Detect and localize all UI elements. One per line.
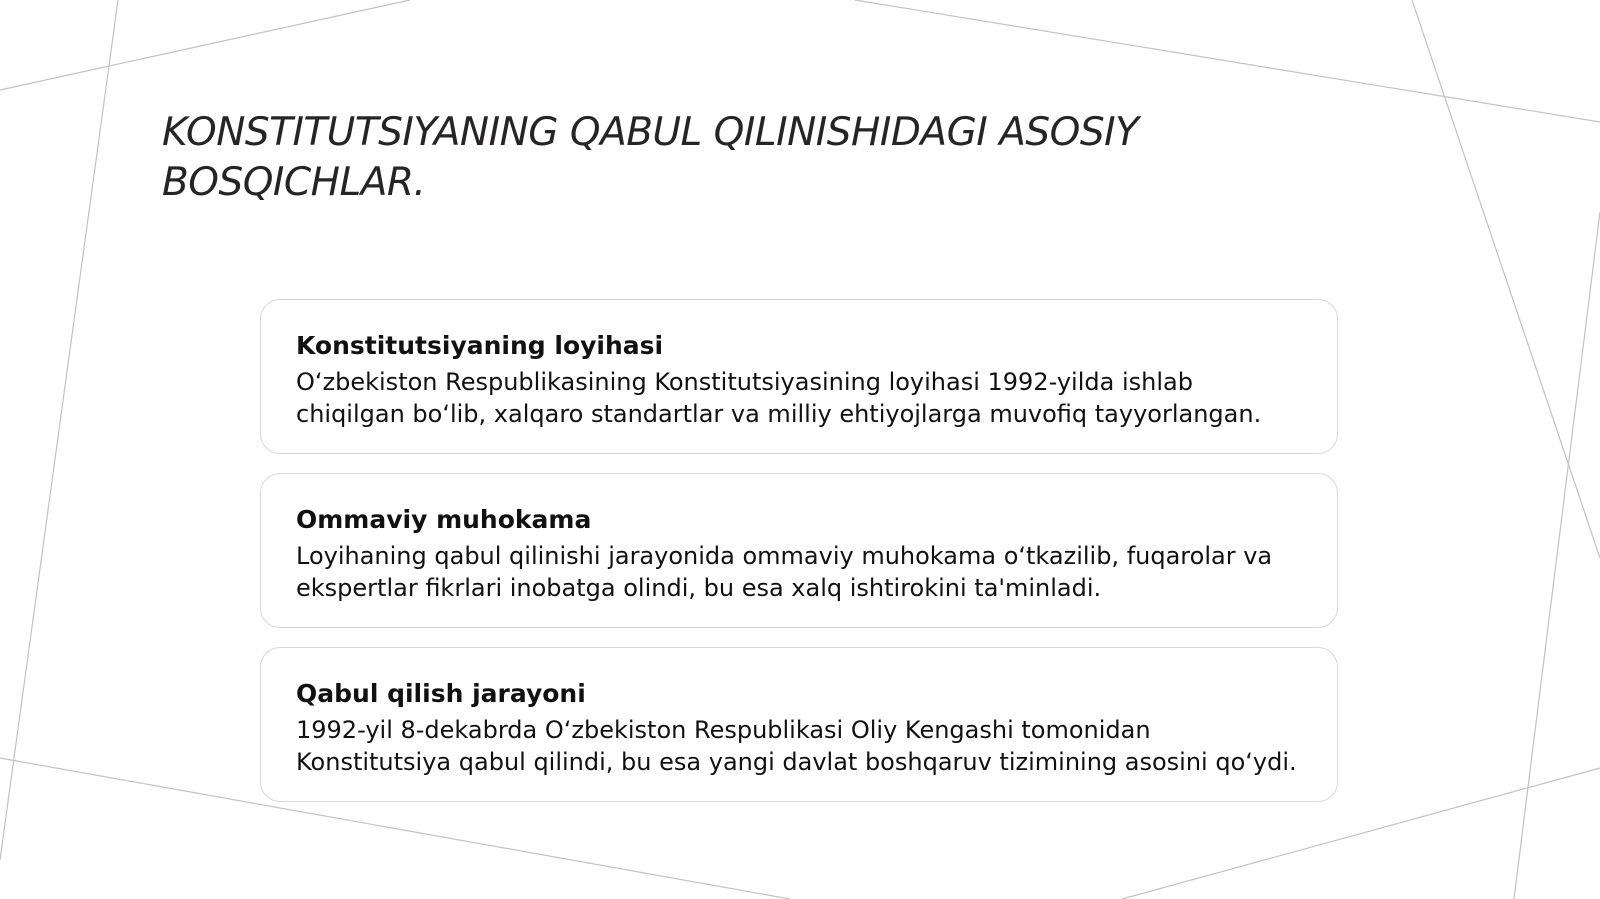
stage-card-public-discussion (260, 473, 1338, 628)
card-description: 1992-yil 8-dekabrda O‘zbekiston Respublikasi Oliy Kengashi tomonidan Konstitutsiya qabul qilindi, bu esa yangi davlat boshqaruv tizimining asosini qo‘ydi. (296, 716, 1297, 776)
card-heading: Ommaviy muhokama (296, 505, 592, 534)
card-description: O‘zbekiston Respublikasining Konstitutsiyasining loyihasi 1992-yilda ishlab chiqilgan bo‘lib, xalqaro standartlar va milliy ehtiyojlarga muvofiq tayyorlangan. (296, 368, 1262, 428)
card-description: Loyihaning qabul qilinishi jarayonida ommaviy muhokama o‘tkazilib, fuqarolar va ekspertlar fikrlari inobatga olindi, bu esa xalq ishtirokini ta'minladi. (296, 542, 1273, 602)
decor-line (0, 0, 410, 90)
decor-line (0, 0, 118, 860)
card-heading: Konstitutsiyaning loyihasi (296, 331, 664, 360)
decor-line (855, 0, 1600, 122)
stage-card-draft (260, 299, 1338, 454)
stage-card-adoption (260, 647, 1338, 802)
card-heading: Qabul qilish jarayoni (296, 679, 586, 708)
slide-title: KONSTITUTSIYANING QABUL QILINISHIDAGI ASOSIY BOSQICHLAR. (162, 110, 1139, 205)
decor-line (1412, 0, 1600, 558)
decor-line (1514, 212, 1600, 899)
